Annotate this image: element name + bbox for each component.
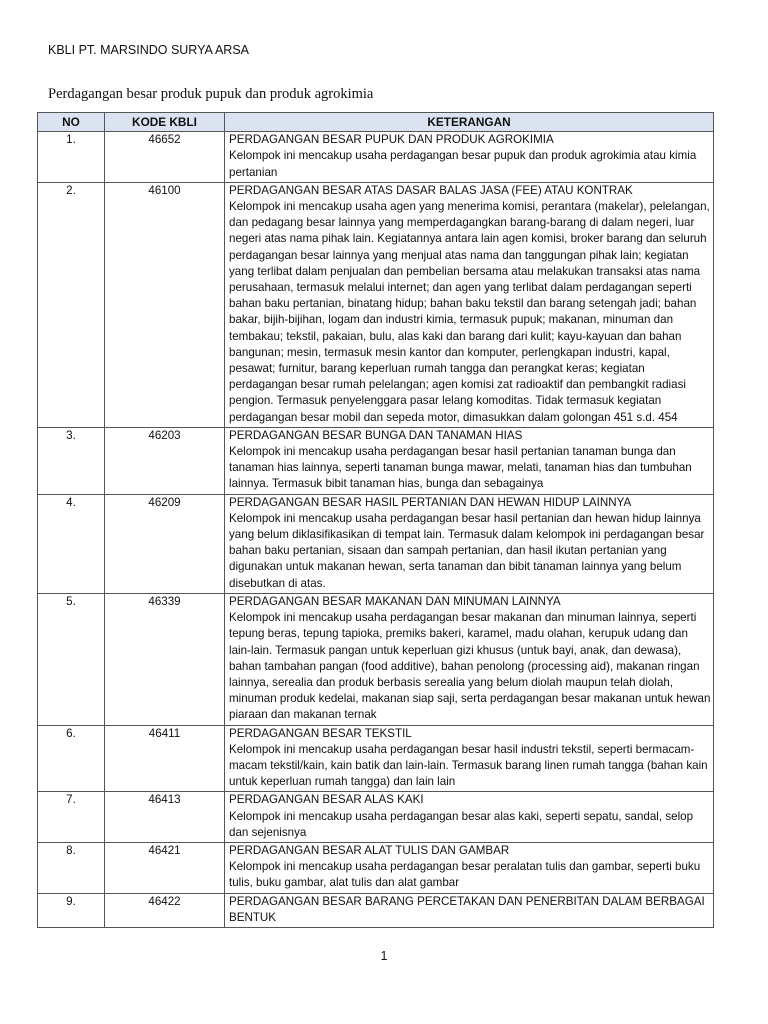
header-keterangan: KETERANGAN — [225, 113, 714, 132]
table-row — [38, 427, 714, 494]
document-subtitle: Perdagangan besar produk pupuk dan produk agrokimia — [48, 86, 374, 102]
table-header — [38, 113, 714, 132]
row-description: Kelompok ini mencakup usaha perdagangan besar makanan dan minuman lainnya, seperti tepung beras, tepung tapioka, premiks bakeri, karamel, madu olahan, kerupuk udang dan lain-lain. Termasuk pangan untuk keperluan gizi khusus (untuk bayi, anak, dan dewasa), bahan tambahan pangan (food additive), bahan penolong (processing aid), makanan ringan lainnya, serealia dan produk berbasis serealia yang belum diolah maupun telah diolah, minuman produk kedelai, makanan siap saji, serta perdagangan besar makanan untuk hewan piaraan dan makanan ternak — [229, 611, 711, 722]
row-keterangan — [225, 725, 714, 792]
row-kode-kbli: 46411 — [105, 725, 225, 792]
row-kode-kbli: 46413 — [105, 792, 225, 843]
row-kode-kbli: 46203 — [105, 427, 225, 494]
table-body — [38, 132, 714, 928]
row-no: 5. — [38, 593, 105, 725]
table-row — [38, 494, 714, 593]
row-no: 7. — [38, 792, 105, 843]
row-title: PERDAGANGAN BESAR ALAT TULIS DAN GAMBAR — [229, 843, 510, 857]
table-row — [38, 792, 714, 843]
row-no: 8. — [38, 842, 105, 893]
row-kode-kbli: 46209 — [105, 494, 225, 593]
row-description: Kelompok ini mencakup usaha agen yang menerima komisi, perantara (makelar), pelelangan, dan pedagang besar lainnya yang memperdagangkan barang-barang di dalam negeri, luar negeri atas nama pihak lain. Kegiatannya antara lain agen komisi, broker barang dan seluruh perdagangan besar lainnya yang menjual atas nama dan tanggungan pihak lain; kegiatan yang terlibat dalam penjualan dan pembelian bersama atau melakukan transaksi atas nama perusahaan, termasuk melalui internet; dan agen yang terlibat dalam perdagangan seperti bahan baku pertanian, binatang hidup; bahan baku tekstil dan barang setengah jadi; bahan bakar, bijih-bijihan, logam dan industri kimia, termasuk pupuk; makanan, minuman dan tembakau; tekstil, pakaian, bulu, alas kaki dan barang dari kulit; kayu-kayuan dan bahan bangunan; mesin, termasuk mesin kantor dan komputer, perlengkapan industri, kapal, pesawat; furnitur, barang keperluan rumah tangga dan perangkat keras; kegiatan perdagangan besar rumah pelelangan; agen komisi zat radioaktif dan pembangkit radiasi pengion. Termasuk penyelenggara pasar lelang komoditas. Tidak termasuk kegiatan perdagangan besar mobil dan sepeda motor, dimasukkan dalam golongan 451 s.d. 454 — [229, 200, 710, 424]
page-number: 1 — [380, 949, 388, 963]
row-no: 3. — [38, 427, 105, 494]
row-no: 6. — [38, 725, 105, 792]
row-keterangan — [225, 593, 714, 725]
row-no: 2. — [38, 182, 105, 427]
row-kode-kbli: 46100 — [105, 182, 225, 427]
row-description: Kelompok ini mencakup usaha perdagangan besar pupuk dan produk agrokimia atau kimia pertanian — [229, 149, 697, 179]
row-description: Kelompok ini mencakup usaha perdagangan besar hasil industri tekstil, seperti bermacam-macam tekstil/kain, kain batik dan lain-lain. Termasuk barang linen rumah tangga (bahan kain untuk keperluan rumah tangga) dan lain lain — [229, 742, 708, 789]
table-row — [38, 725, 714, 792]
table-row — [38, 893, 714, 927]
row-keterangan — [225, 494, 714, 593]
kbli-table — [37, 112, 714, 928]
row-description: Kelompok ini mencakup usaha perdagangan besar hasil pertanian tanaman bunga dan tanaman hias lainnya, seperti tanaman bunga mawar, melati, tanaman hias dan tumbuhan lainnya. Termasuk bibit tanaman hias, bunga dan sebagainya — [229, 445, 692, 491]
table-row — [38, 842, 714, 893]
row-description: Kelompok ini mencakup usaha perdagangan besar peralatan tulis dan gambar, seperti buku tulis, buku gambar, alat tulis dan alat gambar — [229, 860, 701, 890]
row-keterangan — [225, 132, 714, 183]
row-keterangan — [225, 182, 714, 427]
row-title: PERDAGANGAN BESAR TEKSTIL — [229, 726, 412, 740]
row-keterangan — [225, 792, 714, 843]
table-row — [38, 593, 714, 725]
row-title: PERDAGANGAN BESAR ATAS DASAR BALAS JASA (FEE) ATAU KONTRAK — [229, 183, 633, 197]
table-row — [38, 182, 714, 427]
row-description: Kelompok ini mencakup usaha perdagangan besar alas kaki, seperti sepatu, sandal, selop dan sejenisnya — [229, 809, 694, 839]
row-title: PERDAGANGAN BESAR MAKANAN DAN MINUMAN LAINNYA — [229, 594, 561, 608]
row-no: 4. — [38, 494, 105, 593]
row-title: PERDAGANGAN BESAR PUPUK DAN PRODUK AGROKIMIA — [229, 133, 554, 147]
row-title: PERDAGANGAN BESAR BUNGA DAN TANAMAN HIAS — [229, 428, 523, 442]
row-kode-kbli: 46652 — [105, 132, 225, 183]
table-row — [38, 132, 714, 183]
row-keterangan — [225, 842, 714, 893]
row-keterangan — [225, 427, 714, 494]
row-description: Kelompok ini mencakup usaha perdagangan besar hasil pertanian dan hewan hidup lainnya yang belum diklasifikasikan di tempat lain. Termasuk dalam kelompok ini perdagangan besar bahan baku pertanian, sisaan dan sampah pertanian, dan hasil ikutan pertanian yang digunakan untuk makanan hewan, serta tanaman dan bibit tanaman lainnya yang belum disebutkan di atas. — [229, 511, 705, 590]
row-keterangan — [225, 893, 714, 927]
row-kode-kbli: 46339 — [105, 593, 225, 725]
row-kode-kbli: 46422 — [105, 893, 225, 927]
header-row — [38, 113, 714, 132]
row-no: 9. — [38, 893, 105, 927]
row-kode-kbli: 46421 — [105, 842, 225, 893]
row-title: PERDAGANGAN BESAR BARANG PERCETAKAN DAN PENERBITAN DALAM BERBAGAI BENTUK — [229, 894, 705, 924]
header-kode-kbli: KODE KBLI — [105, 113, 225, 132]
company-header: KBLI PT. MARSINDO SURYA ARSA — [48, 43, 249, 57]
row-title: PERDAGANGAN BESAR ALAS KAKI — [229, 793, 424, 807]
header-no: NO — [38, 113, 105, 132]
row-title: PERDAGANGAN BESAR HASIL PERTANIAN DAN HEWAN HIDUP LAINNYA — [229, 495, 632, 509]
row-no: 1. — [38, 132, 105, 183]
